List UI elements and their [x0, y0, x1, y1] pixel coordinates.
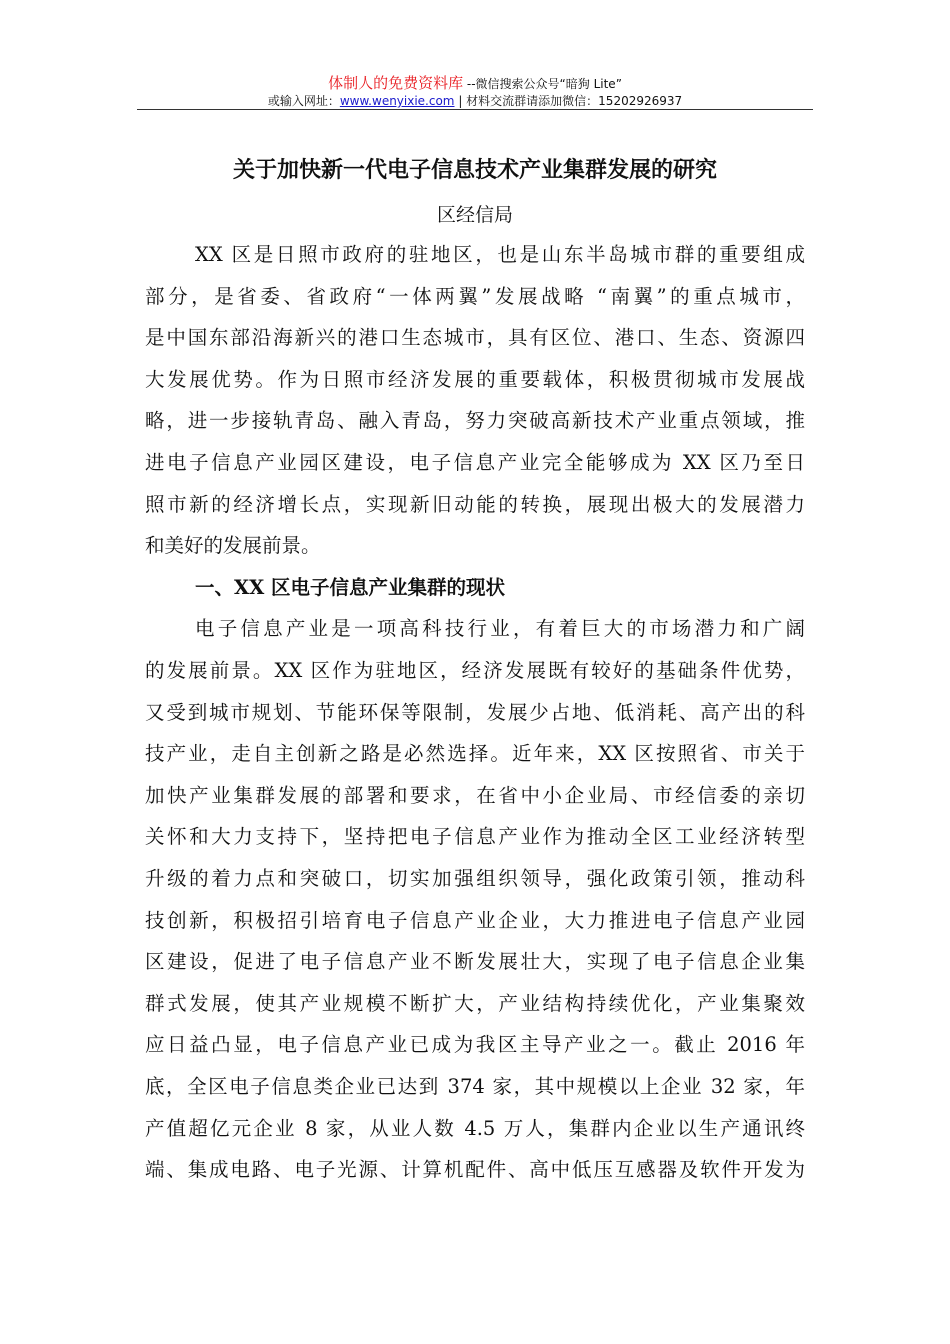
text-line: 大发展优势。作为日照市经济发展的重要载体，积极贯彻城市发展战 [145, 367, 805, 391]
text-line: 技创新，积极招引培育电子信息产业企业，大力推进电子信息产业园 [145, 908, 805, 932]
text-line: 进电子信息产业园区建设，电子信息产业完全能够成为 XX 区乃至日 [145, 451, 805, 474]
text-line: 部分，是省委、省政府“一体两翼”发展战略 “南翼”的重点城市， [145, 284, 805, 308]
header-banner [0, 72, 950, 93]
text-line: 是中国东部沿海新兴的港口生态城市，具有区位、港口、生态、资源四 [145, 326, 805, 350]
text-line: 升级的着力点和突破口，切实加强组织领导，强化政策引领，推动科 [145, 867, 805, 890]
document-title: 关于加快新一代电子信息技术产业集群发展的研究 [232, 157, 717, 183]
text-line: 底，全区电子信息类企业已达到 374 家，其中规模以上企业 32 家，年 [145, 1075, 805, 1098]
brand-text: 体制人的免费资料库 [328, 74, 464, 92]
text-line: 区建设，促进了电子信息产业不断发展壮大，实现了电子信息企业集 [145, 950, 805, 974]
text-line: 的发展前景。XX 区作为驻地区，经济发展既有较好的基础条件优势， [145, 659, 805, 682]
text-line: 技产业，走自主创新之路是必然选择。近年来，XX 区按照省、市关于 [145, 742, 805, 766]
text-line: 应日益凸显，电子信息产业已成为我区主导产业之一。截止 2016 年 [145, 1033, 805, 1057]
text-line: 略，进一步接轨青岛、融入青岛，努力突破高新技术产业重点领域，推 [145, 409, 805, 433]
text-line: XX 区是日照市政府的驻地区，也是山东半岛城市群的重要组成 [195, 243, 805, 266]
text-line: 又受到城市规划、节能环保等限制，发展少占地、低消耗、高产出的科 [145, 700, 805, 724]
slogan-text: --微信搜索公众号“暗狗 Lite” [463, 77, 622, 91]
text-line: 照市新的经济增长点，实现新旧动能的转换，展现出极大的发展潜力 [145, 492, 805, 516]
header-divider [137, 109, 813, 110]
text-line: 端、集成电路、电子光源、计算机配件、高中低压互感器及软件开发为 [145, 1158, 805, 1182]
url-prefix: 或输入网址： [267, 94, 340, 108]
text-line: 群式发展，使其产业规模不断扩大，产业结构持续优化，产业集聚效 [145, 991, 805, 1015]
text-line: 产值超亿元企业 8 家，从业人数 4.5 万人，集群内企业以生产通讯终 [145, 1116, 805, 1140]
document-author: 区经信局 [436, 204, 513, 226]
text-line: 电子信息产业是一项高科技行业，有着巨大的市场潜力和广阔 [195, 617, 805, 641]
header-contact [0, 92, 950, 109]
section-heading: 一、XX 区电子信息产业集群的现状 [195, 575, 506, 599]
website-link[interactable]: www.wenyixie.com [339, 94, 455, 108]
contact-text: | 材料交流群请添加微信：15202926937 [454, 94, 683, 108]
text-line: 加快产业集群发展的部署和要求，在省中小企业局、市经信委的亲切 [145, 783, 805, 807]
text-line: 和美好的发展前景。 [145, 534, 321, 558]
text-line: 关怀和大力支持下，坚持把电子信息产业作为推动全区工业经济转型 [145, 825, 805, 849]
